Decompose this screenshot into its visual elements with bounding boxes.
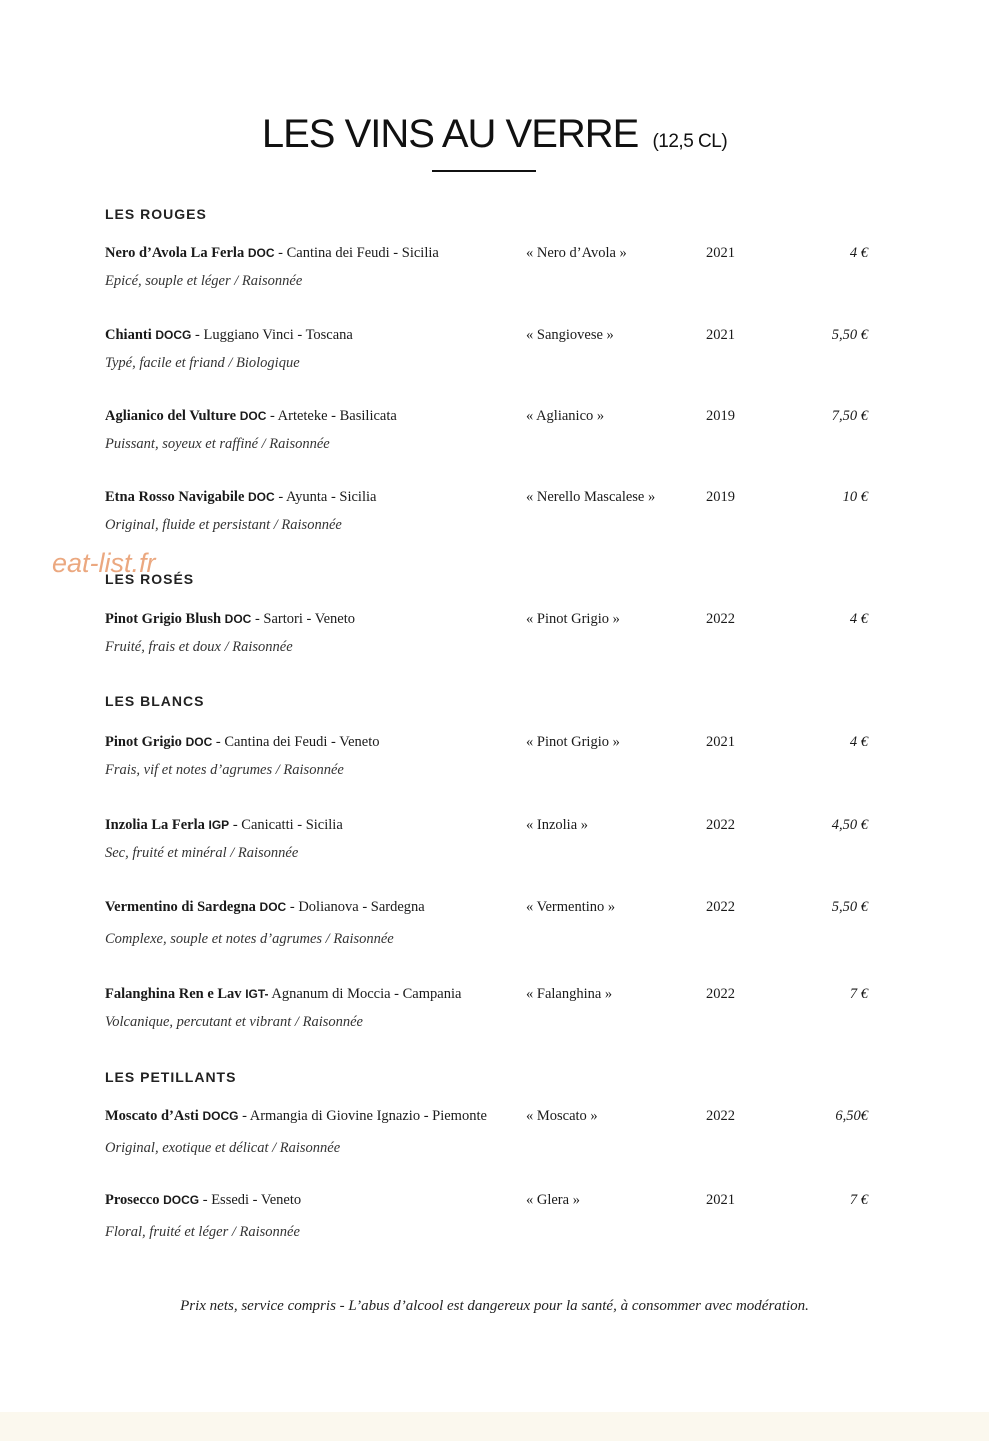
wine-name: Prosecco: [105, 1192, 160, 1208]
wine-name: Aglianico del Vulture: [105, 408, 237, 424]
wine-producer: Dolianova - Sardegna: [298, 899, 425, 915]
wine-price: 4 €: [849, 245, 868, 261]
wine-year: 2021: [706, 734, 735, 750]
wine-description: Sec, fruité et minéral / Raisonnée: [105, 845, 299, 861]
wine-item: [0, 611, 989, 671]
wine-label: Pinot Grigio Blush DOC - Sartori - Veneto: [105, 611, 355, 627]
wine-grape: « Falanghina »: [526, 986, 613, 1002]
wine-appellation: IGT-: [245, 987, 269, 1001]
wine-year: 2019: [706, 489, 735, 505]
wine-producer: Luggiano Vinci - Toscana: [203, 327, 353, 343]
wine-label: Chianti DOCG - Luggiano Vinci - Toscana: [105, 327, 353, 343]
title-serving-size: (12,5 CL): [652, 131, 728, 152]
wine-item: [0, 245, 989, 305]
wine-name: Nero d’Avola La Ferla: [105, 245, 245, 261]
wine-producer: Canicatti - Sicilia: [241, 817, 343, 833]
wine-year: 2022: [706, 817, 735, 833]
wine-price: 6,50€: [835, 1108, 868, 1124]
wine-appellation: DOC: [259, 900, 287, 914]
wine-label: Nero d’Avola La Ferla DOC - Cantina dei Feudi - Sicilia: [105, 245, 439, 261]
wine-producer: Agnanum di Moccia - Campania: [271, 986, 462, 1002]
wine-producer: Sartori - Veneto: [263, 611, 355, 627]
wine-item: [0, 817, 989, 877]
wine-year: 2021: [706, 327, 735, 343]
wine-grape: « Inzolia »: [526, 817, 589, 833]
wine-year: 2019: [706, 408, 735, 424]
wine-price: 10 €: [842, 489, 868, 505]
wine-year: 2022: [706, 986, 735, 1002]
wine-label: Moscato d’Asti DOCG - Armangia di Giovine Ignazio - Piemonte: [105, 1108, 487, 1124]
wine-label: Etna Rosso Navigabile DOC - Ayunta - Sicilia: [105, 489, 377, 505]
wine-appellation: DOC: [185, 735, 213, 749]
page-title: [0, 112, 989, 157]
wine-grape: « Pinot Grigio »: [526, 734, 620, 750]
wine-description: Epicé, souple et léger / Raisonnée: [105, 273, 303, 289]
wine-producer: Armangia di Giovine Ignazio - Piemonte: [249, 1108, 487, 1124]
wine-grape: « Glera »: [526, 1192, 580, 1208]
wine-name: Inzolia La Ferla: [105, 817, 205, 833]
wine-year: 2022: [706, 899, 735, 915]
wine-description: Puissant, soyeux et raffiné / Raisonnée: [105, 436, 330, 452]
wine-item: [0, 489, 989, 549]
wine-grape: « Sangiovese »: [526, 327, 614, 343]
wine-year: 2021: [706, 1192, 735, 1208]
wine-description: Fruité, frais et doux / Raisonnée: [105, 639, 293, 655]
wine-appellation: IGP: [208, 818, 230, 832]
wine-appellation: DOC: [247, 246, 275, 260]
wine-producer: Cantina dei Feudi - Sicilia: [286, 245, 439, 261]
wine-name: Pinot Grigio: [105, 734, 182, 750]
wine-grape: « Pinot Grigio »: [526, 611, 620, 627]
wine-name: Pinot Grigio Blush: [105, 611, 222, 627]
wine-producer: Essedi - Veneto: [211, 1192, 302, 1208]
wine-grape: « Moscato »: [526, 1108, 598, 1124]
wine-year: 2022: [706, 1108, 735, 1124]
wine-name: Etna Rosso Navigabile: [105, 489, 245, 505]
wine-price: 7,50 €: [831, 408, 868, 424]
wine-year: 2022: [706, 611, 735, 627]
wine-producer: Cantina dei Feudi - Veneto: [224, 734, 380, 750]
page-bottom-band: [0, 1412, 989, 1441]
wine-price: 4,50 €: [831, 817, 868, 833]
title-main: LES VINS AU VERRE: [261, 112, 639, 156]
section-title-roses: LES ROSÉS: [105, 571, 195, 587]
wine-item: [0, 734, 989, 794]
wine-name: Chianti: [105, 327, 152, 343]
wine-name: Vermentino di Sardegna: [105, 899, 256, 915]
wine-item: [0, 986, 989, 1046]
wine-appellation: DOC: [239, 409, 267, 423]
wine-producer: Arteteke - Basilicata: [277, 408, 397, 424]
wine-appellation: DOCG: [202, 1109, 239, 1123]
wine-description: Floral, fruité et léger / Raisonnée: [105, 1224, 300, 1240]
wine-description: Complexe, souple et notes d’agrumes / Raisonnée: [105, 931, 394, 947]
wine-description: Typé, facile et friand / Biologique: [105, 355, 300, 371]
wine-item: [0, 408, 989, 468]
wine-label: Aglianico del Vulture DOC - Arteteke - Basilicata: [105, 408, 397, 424]
wine-price: 5,50 €: [831, 899, 868, 915]
footer-note: Prix nets, service compris - L’abus d’alcool est dangereux pour la santé, à consommer avec modération.: [180, 1298, 809, 1314]
wine-price: 7 €: [849, 1192, 868, 1208]
section-title-rouges: LES ROUGES: [105, 206, 207, 222]
wine-description: Volcanique, percutant et vibrant / Raisonnée: [105, 1014, 363, 1030]
wine-appellation: DOC: [224, 612, 252, 626]
wine-grape: « Nero d’Avola »: [526, 245, 627, 261]
wine-label: Inzolia La Ferla IGP - Canicatti - Sicilia: [105, 817, 343, 833]
wine-item: [0, 1192, 989, 1252]
title-underline: [432, 170, 536, 172]
wine-label: Prosecco DOCG - Essedi - Veneto: [105, 1192, 302, 1208]
wine-grape: « Nerello Mascalese »: [526, 489, 656, 505]
wine-price: 4 €: [849, 734, 868, 750]
wine-description: Frais, vif et notes d’agrumes / Raisonnée: [105, 762, 344, 778]
wine-item: [0, 327, 989, 387]
wine-year: 2021: [706, 245, 735, 261]
section-title-blancs: LES BLANCS: [105, 693, 205, 709]
wine-label: Pinot Grigio DOC - Cantina dei Feudi - Veneto: [105, 734, 380, 750]
wine-grape: « Vermentino »: [526, 899, 616, 915]
wine-item: [0, 899, 989, 959]
wine-description: Original, fluide et persistant / Raisonnée: [105, 517, 342, 533]
watermark-logo: eat-list.fr: [52, 548, 156, 578]
section-title-petillants: LES PETILLANTS: [105, 1069, 237, 1085]
wine-appellation: DOC: [248, 490, 275, 504]
wine-label: Vermentino di Sardegna DOC - Dolianova - Sardegna: [105, 899, 425, 915]
wine-producer: Ayunta - Sicilia: [285, 489, 377, 505]
wine-label: [105, 986, 461, 1003]
wine-name: Falanghina Ren e Lav: [105, 986, 242, 1002]
wine-item: [0, 1108, 989, 1168]
wine-appellation: DOCG: [155, 328, 192, 342]
wine-price: 7 €: [849, 986, 868, 1002]
wine-price: 4 €: [849, 611, 868, 627]
wine-description: Original, exotique et délicat / Raisonnée: [105, 1140, 341, 1156]
wine-name: Moscato d’Asti: [105, 1108, 199, 1124]
wine-grape: « Aglianico »: [526, 408, 605, 424]
wine-appellation: DOCG: [163, 1193, 200, 1207]
wine-price: 5,50 €: [831, 327, 868, 343]
